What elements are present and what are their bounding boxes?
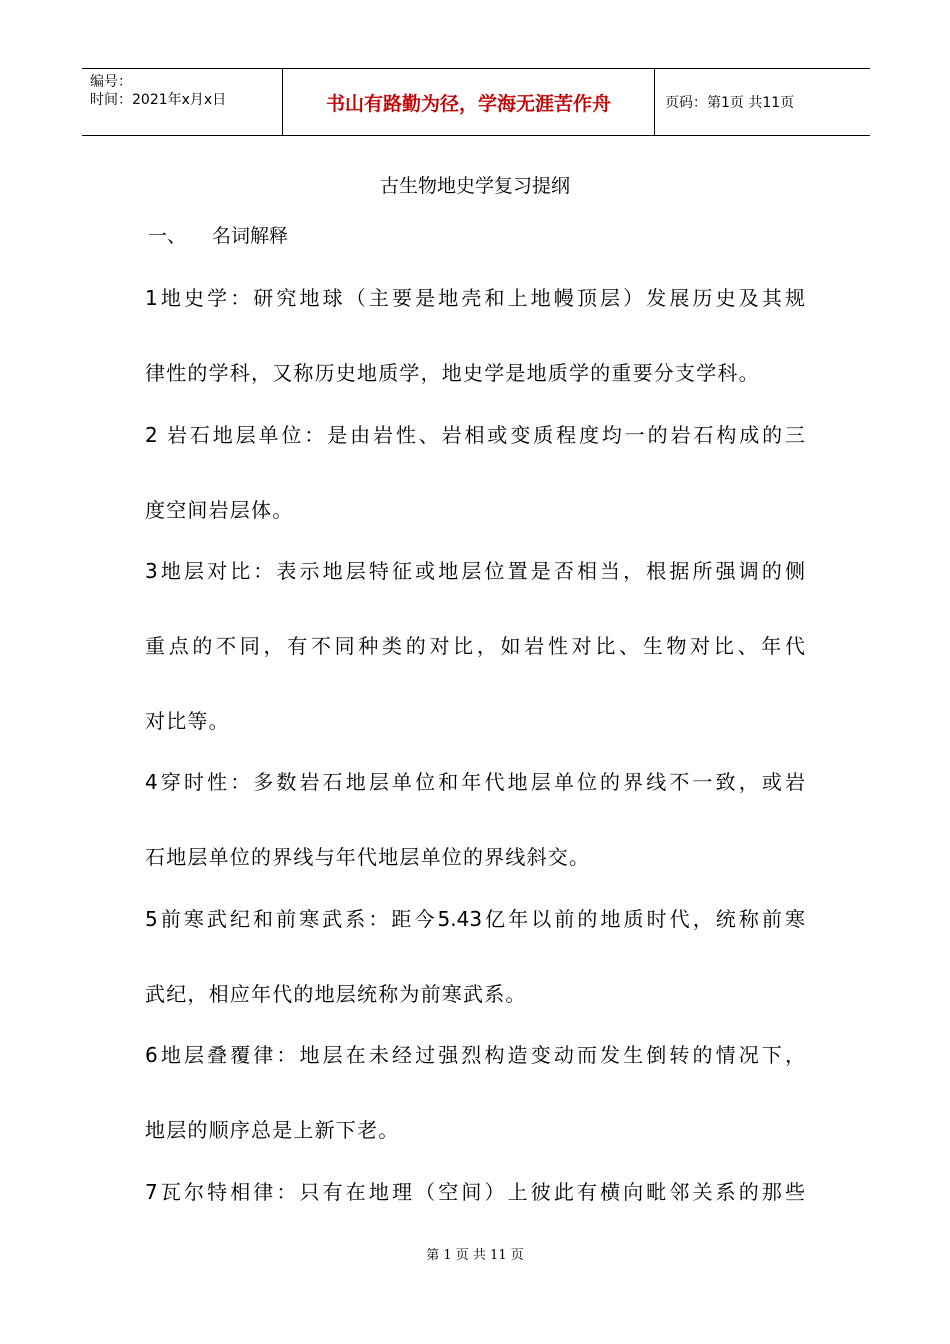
page-footer: 第 1 页 共 11 页 xyxy=(426,1248,524,1263)
text-line: 石地层单位的界线与年代地层单位的界线斜交。 xyxy=(145,845,591,869)
section-number: 一、 xyxy=(148,225,187,247)
header-page-cell xyxy=(655,69,870,135)
text-line: 地层的顺序总是上新下老。 xyxy=(145,1118,400,1142)
page-header xyxy=(82,68,870,136)
document-title: 古生物地史学复习提纲 xyxy=(379,175,570,197)
motto-text: 书山有路勤为径，学海无涯苦作舟 xyxy=(325,92,611,115)
text-line: 4穿时性：多数岩石地层单位和年代地层单位的界线不一致，或岩 xyxy=(145,770,805,794)
text-line: 5前寒武纪和前寒武系：距今5.43亿年以前的地质时代，统称前寒 xyxy=(145,907,805,931)
text-line: 重点的不同，有不同种类的对比，如岩性对比、生物对比、年代 xyxy=(145,634,805,658)
serial-label: 编号： xyxy=(90,74,132,90)
text-line: 度空间岩层体。 xyxy=(145,498,294,522)
text-line: 6地层叠覆律：地层在未经过强烈构造变动而发生倒转的情况下， xyxy=(145,1043,805,1067)
header-meta-cell xyxy=(82,69,282,135)
page-info: 页码：第1页 共11页 xyxy=(665,95,795,111)
section-heading xyxy=(148,222,288,250)
header-motto-cell xyxy=(282,69,655,135)
text-line: 1地史学：研究地球（主要是地壳和上地幔顶层）发展历史及其规 xyxy=(145,286,805,310)
text-line: 7瓦尔特相律：只有在地理（空间）上彼此有横向毗邻关系的那些 xyxy=(145,1180,805,1204)
text-line: 武纪，相应年代的地层统称为前寒武系。 xyxy=(145,982,527,1006)
date-line: 时间：2021年x月x日 xyxy=(90,92,227,108)
text-line: 律性的学科，又称历史地质学，地史学是地质学的重要分支学科。 xyxy=(145,361,760,385)
text-line: 2 岩石地层单位：是由岩性、岩相或变质程度均一的岩石构成的三 xyxy=(145,423,805,447)
text-line: 3地层对比：表示地层特征或地层位置是否相当，根据所强调的侧 xyxy=(145,559,805,583)
text-line: 对比等。 xyxy=(145,709,230,733)
section-title: 名词解释 xyxy=(212,225,289,247)
